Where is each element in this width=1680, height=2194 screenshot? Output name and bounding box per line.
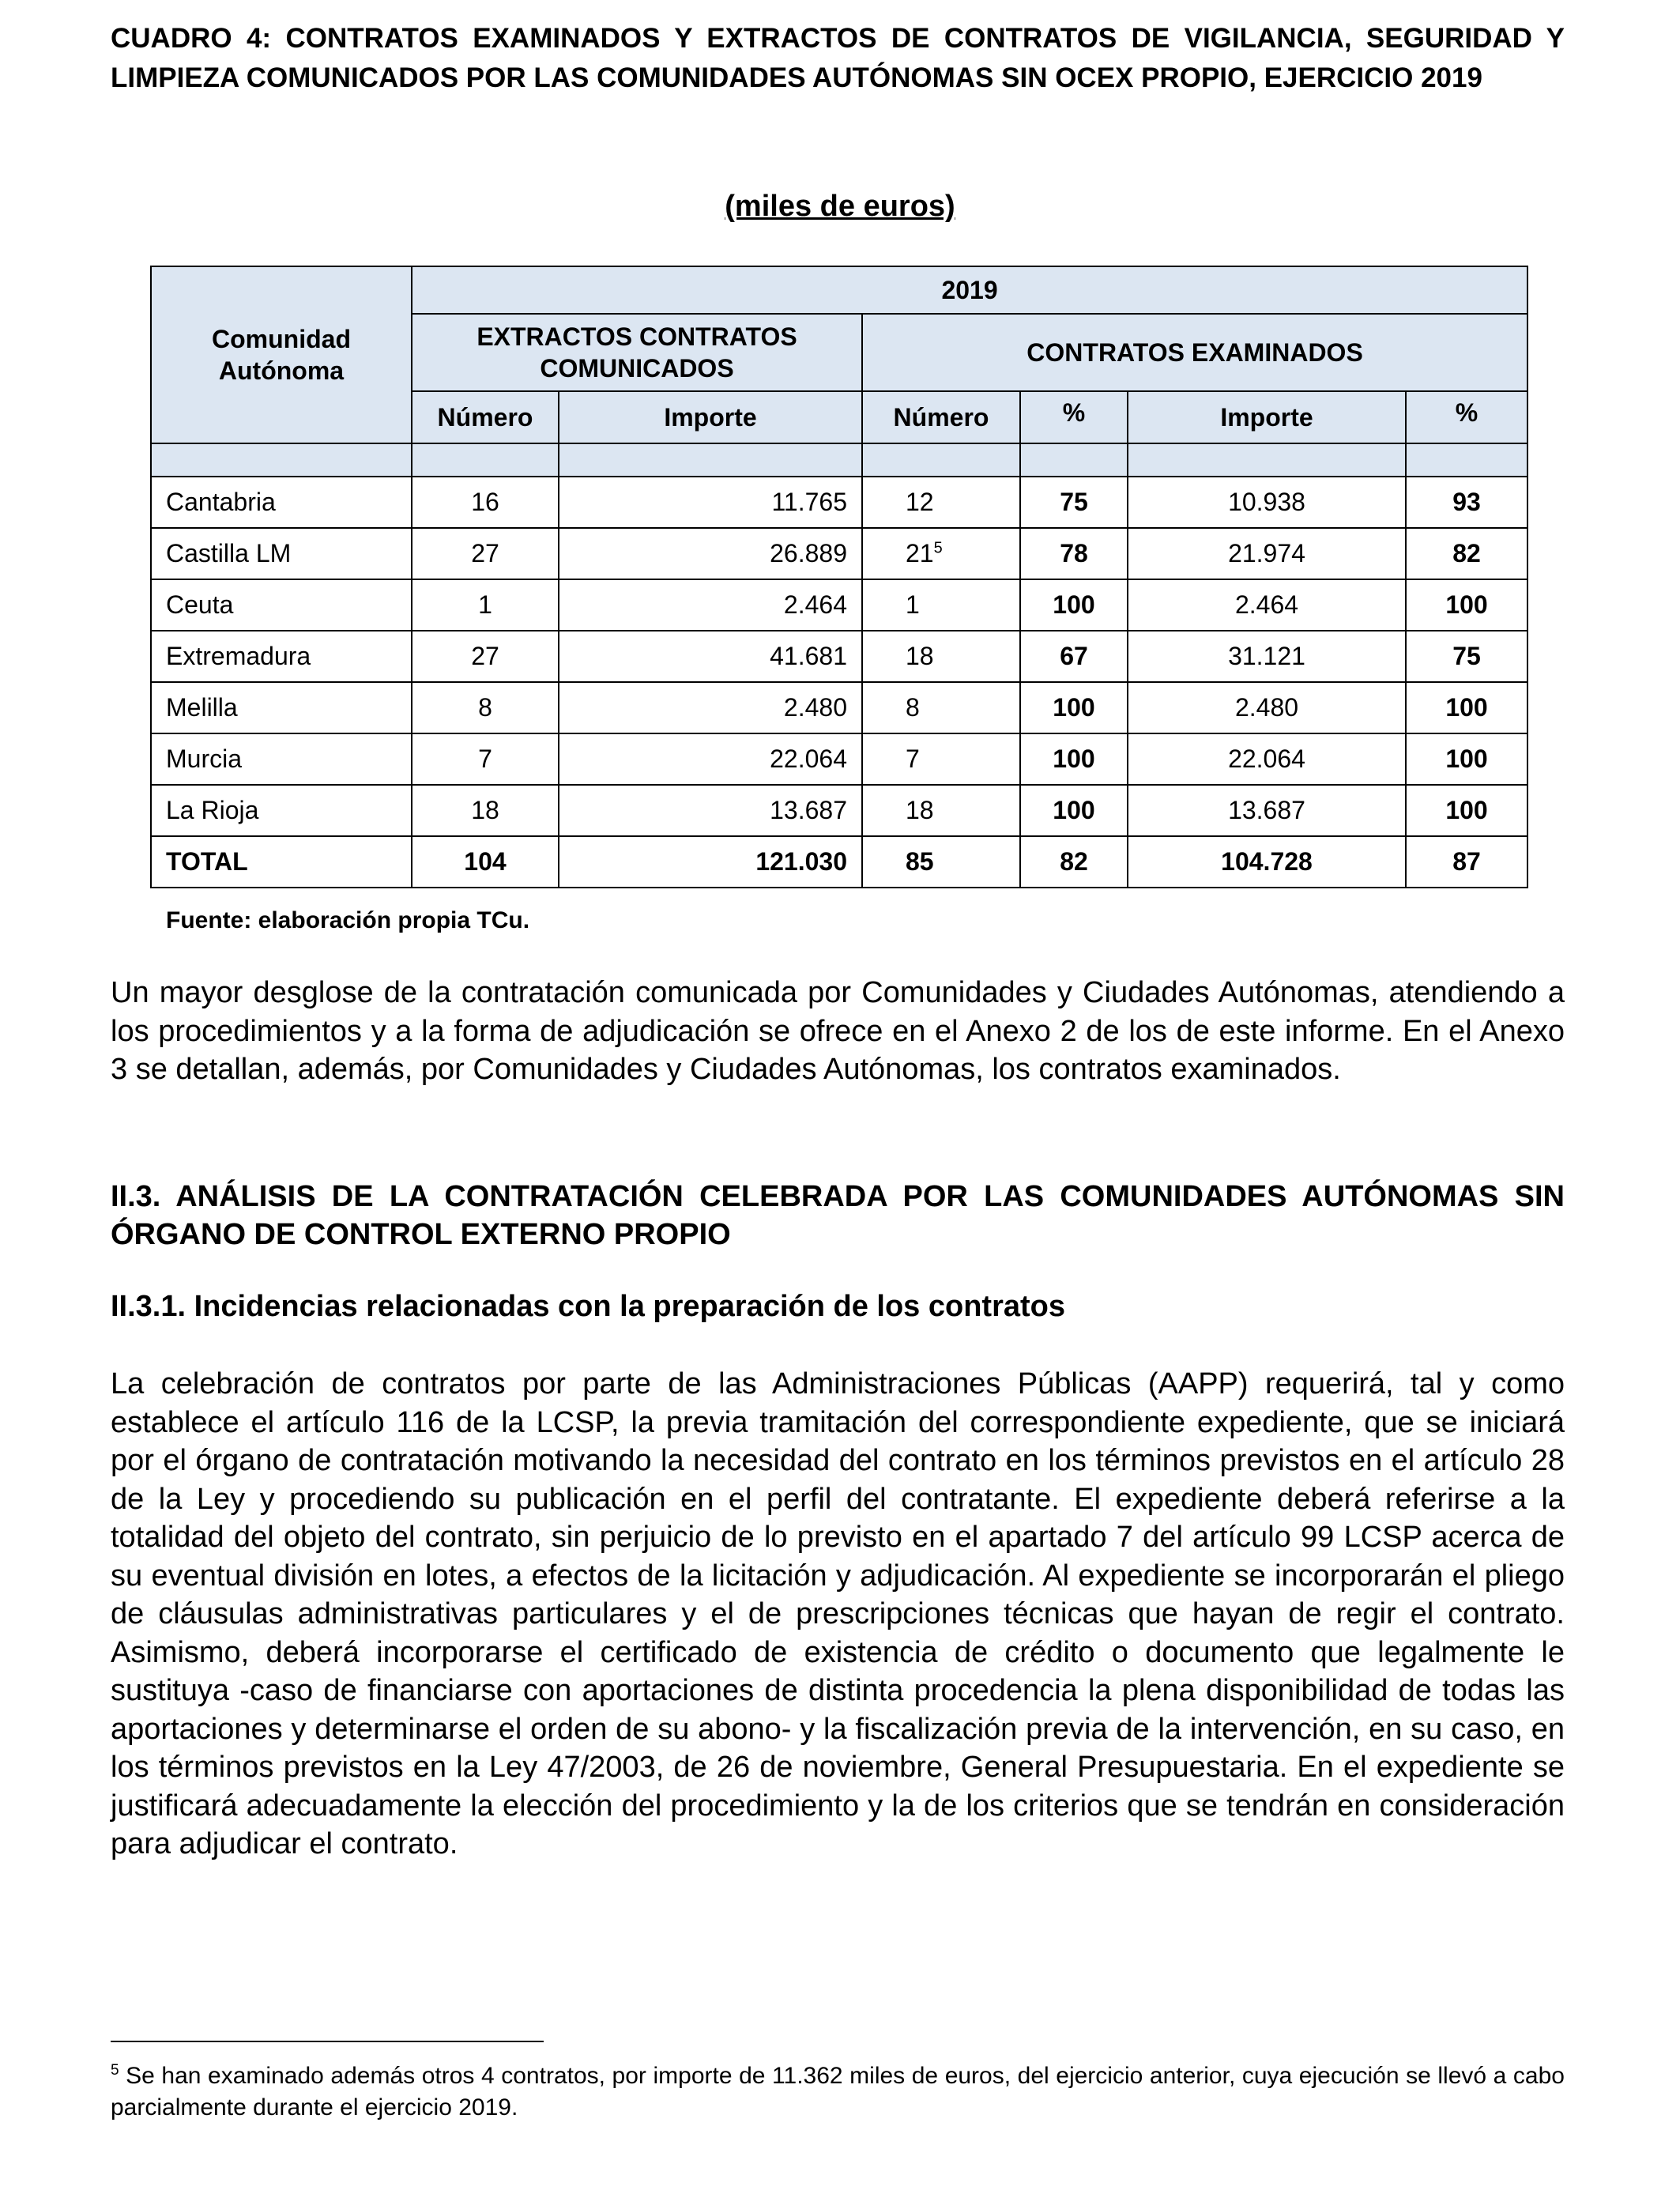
cell-ext-importe: 2.464 <box>559 579 862 631</box>
cell-exa-numero-value: 85 <box>906 847 934 876</box>
header-exa-numero: Número <box>862 391 1020 443</box>
cell-exa-numero-value: 18 <box>906 642 934 670</box>
footnote <box>111 2060 1565 2124</box>
cell-exa-numero <box>862 579 1020 631</box>
cell-exa-importe: 2.464 <box>1128 579 1406 631</box>
header-ext-numero: Número <box>412 391 559 443</box>
cell-exa-importe: 13.687 <box>1128 785 1406 836</box>
table-title: CUADRO 4: CONTRATOS EXAMINADOS Y EXTRACTOS DE CONTRATOS DE VIGILANCIA, SEGURIDAD Y LIMPIEZA COMUNICADOS POR LAS COMUNIDADES AUTÓNOMAS SIN OCEX PROPIO, EJERCICIO 2019 <box>111 23 1565 93</box>
section-heading: II.3. ANÁLISIS DE LA CONTRATACIÓN CELEBRADA POR LAS COMUNIDADES AUTÓNOMAS SIN ÓRGANO DE CONTROL EXTERNO PROPIO <box>111 1180 1565 1251</box>
cell-exa-importe: 10.938 <box>1128 477 1406 528</box>
cell-exa-numero-value: 7 <box>906 745 920 773</box>
table-row <box>151 631 1527 682</box>
table-row <box>151 579 1527 631</box>
cell-pct-importe: 100 <box>1406 579 1527 631</box>
cell-ext-importe: 26.889 <box>559 528 862 579</box>
footnote-divider <box>111 2041 544 2042</box>
header-exa-pct-importe: % <box>1406 391 1527 443</box>
cell-exa-numero-value: 1 <box>906 590 920 619</box>
table-subtitle: (miles de euros) <box>725 190 955 223</box>
cell-pct-numero: 100 <box>1020 682 1128 733</box>
cell-comunidad: Murcia <box>151 733 412 785</box>
cell-pct-importe: 82 <box>1406 528 1527 579</box>
table-row <box>151 682 1527 733</box>
cell-pct-numero: 100 <box>1020 579 1128 631</box>
footnote-marker: 5 <box>111 2062 119 2079</box>
header-exa-importe: Importe <box>1128 391 1406 443</box>
cell-comunidad: La Rioja <box>151 785 412 836</box>
header-year: 2019 <box>412 266 1527 314</box>
subsection-heading: II.3.1. Incidencias relacionadas con la preparación de los contratos <box>111 1290 1065 1323</box>
cell-ext-importe: 22.064 <box>559 733 862 785</box>
cell-ext-numero: 16 <box>412 477 559 528</box>
cell-ext-importe: 11.765 <box>559 477 862 528</box>
cell-comunidad: TOTAL <box>151 836 412 888</box>
cell-ext-numero: 27 <box>412 528 559 579</box>
cell-exa-numero <box>862 836 1020 888</box>
cell-ext-numero: 8 <box>412 682 559 733</box>
cell-ext-importe: 2.480 <box>559 682 862 733</box>
cell-pct-numero: 78 <box>1020 528 1128 579</box>
header-ext-importe: Importe <box>559 391 862 443</box>
header-examinados: CONTRATOS EXAMINADOS <box>862 314 1527 391</box>
cell-ext-numero: 18 <box>412 785 559 836</box>
cell-pct-numero: 82 <box>1020 836 1128 888</box>
table-total-row <box>151 836 1527 888</box>
cell-exa-numero-value: 18 <box>906 796 934 824</box>
cell-exa-numero <box>862 528 1020 579</box>
table-source: Fuente: elaboración propia TCu. <box>166 907 530 933</box>
cell-pct-numero: 100 <box>1020 785 1128 836</box>
cell-pct-importe: 100 <box>1406 785 1527 836</box>
cell-ext-importe: 41.681 <box>559 631 862 682</box>
cell-exa-importe: 31.121 <box>1128 631 1406 682</box>
cell-ext-numero: 7 <box>412 733 559 785</box>
cell-comunidad: Extremadura <box>151 631 412 682</box>
cell-pct-numero: 75 <box>1020 477 1128 528</box>
cell-ext-numero: 27 <box>412 631 559 682</box>
cell-exa-numero <box>862 785 1020 836</box>
cell-exa-importe: 21.974 <box>1128 528 1406 579</box>
footnote-text: Se han examinado además otros 4 contratos, por importe de 11.362 miles de euros, del ejercicio anterior, cuya ejecución se llevó a cabo parcialmente durante el ejercicio 2019. <box>111 2063 1565 2120</box>
contracts-table <box>150 266 1528 888</box>
cell-comunidad: Castilla LM <box>151 528 412 579</box>
cell-pct-importe: 75 <box>1406 631 1527 682</box>
table-row <box>151 785 1527 836</box>
cell-pct-numero: 67 <box>1020 631 1128 682</box>
cell-exa-numero-value: 12 <box>906 488 934 516</box>
cell-comunidad: Cantabria <box>151 477 412 528</box>
cell-ext-numero: 1 <box>412 579 559 631</box>
cell-comunidad: Melilla <box>151 682 412 733</box>
cell-ext-numero: 104 <box>412 836 559 888</box>
paragraph-intro: Un mayor desglose de la contratación comunicada por Comunidades y Ciudades Autónomas, atendiendo a los procedimientos y a la forma de adjudicación se ofrece en el Anexo 2 de los de este informe. En el Anexo 3 se detallan, además, por Comunidades y Ciudades Autónomas, los contratos examinados. <box>111 976 1565 1086</box>
cell-pct-importe: 100 <box>1406 682 1527 733</box>
cell-exa-importe: 104.728 <box>1128 836 1406 888</box>
cell-exa-numero <box>862 682 1020 733</box>
header-exa-pct-numero: % <box>1020 391 1128 443</box>
cell-exa-numero-value: 21 <box>906 539 934 567</box>
cell-exa-numero-value: 8 <box>906 693 920 722</box>
header-comunidad: Comunidad Autónoma <box>151 266 412 443</box>
cell-exa-importe: 22.064 <box>1128 733 1406 785</box>
cell-ext-importe: 121.030 <box>559 836 862 888</box>
paragraph-body: La celebración de contratos por parte de las Administraciones Públicas (AAPP) requerirá, tal y como establece el artículo 116 de la LCSP, la previa tramitación del correspondiente expediente, que se iniciará por el órgano de contratación motivando la necesidad del contrato en los términos previstos en el artículo 28 de la Ley y procediendo su publicación en el perfil del contratante. El expediente deberá referirse a la totalidad del objeto del contrato, sin perjuicio de lo previsto en el apartado 7 del artículo 99 LCSP acerca de su eventual división en lotes, a efectos de la licitación y adjudicación. Al expediente se incorporarán el pliego de cláusulas administrativas particulares y el de prescripciones técnicas que hayan de regir el contrato. Asimismo, deberá incorporarse el certificado de existencia de crédito o documento que legalmente le sustituya -caso de financiarse con aportaciones de distinta procedencia la plena disponibilidad de todas las aportaciones y determinarse el orden de su abono- y la fiscalización previa de la intervención, en su caso, en los términos previstos en la Ley 47/2003, de 26 de noviembre, General Presupuestaria. En el expediente se justificará adecuadamente la elección del procedimiento y la de los criterios que se tendrán en consideración para adjudicar el contrato. <box>111 1367 1565 1860</box>
cell-ext-importe: 13.687 <box>559 785 862 836</box>
footnote-ref: 5 <box>933 539 943 557</box>
table-row <box>151 528 1527 579</box>
cell-pct-importe: 87 <box>1406 836 1527 888</box>
cell-comunidad: Ceuta <box>151 579 412 631</box>
cell-exa-numero <box>862 477 1020 528</box>
cell-pct-importe: 93 <box>1406 477 1527 528</box>
table-row <box>151 477 1527 528</box>
header-extractos: EXTRACTOS CONTRATOS COMUNICADOS <box>412 314 862 391</box>
table-row <box>151 733 1527 785</box>
cell-exa-numero <box>862 733 1020 785</box>
cell-exa-numero <box>862 631 1020 682</box>
cell-pct-numero: 100 <box>1020 733 1128 785</box>
cell-pct-importe: 100 <box>1406 733 1527 785</box>
cell-exa-importe: 2.480 <box>1128 682 1406 733</box>
